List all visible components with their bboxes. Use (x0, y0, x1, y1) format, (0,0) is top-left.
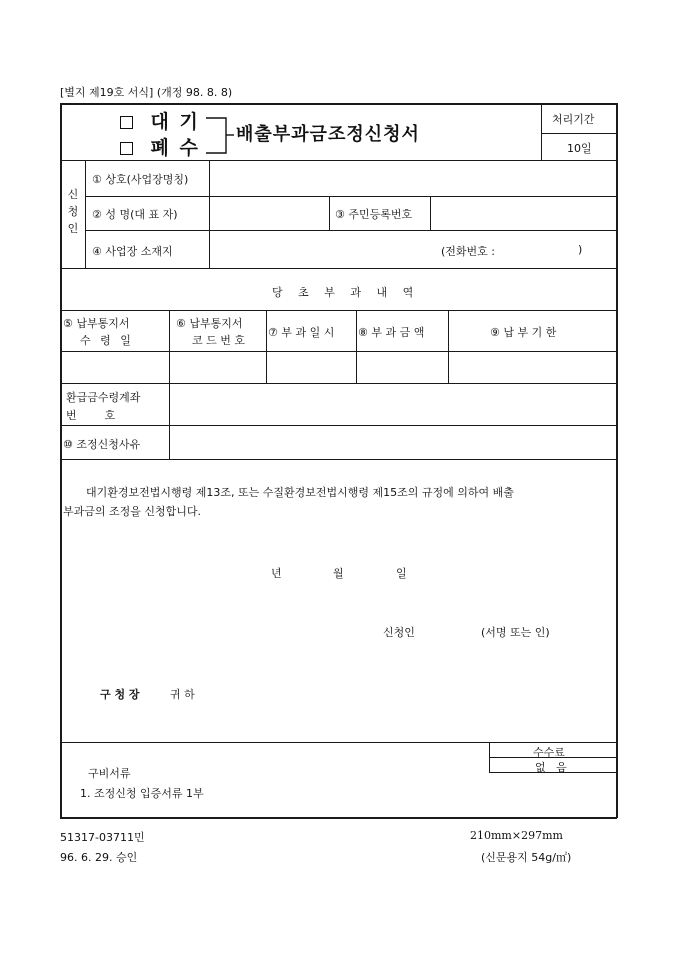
applicant-signature-label: 신청인 (383, 626, 415, 639)
adjustment-reason-label: ⑩ 조정신청사유 (63, 438, 141, 451)
declaration-line1: 대기환경보전법시행령 제13조, 또는 수질환경보전법시행령 제15조의 규정에 의하여 배출 (86, 486, 514, 499)
form-reference: [별지 제19호 서식] (개정 98. 8. 8) (60, 86, 233, 99)
fee-label: 수수료 (533, 746, 565, 759)
date-day-label: 일 (396, 567, 407, 580)
refund-account-label-line1: 환급금수령계좌 (66, 391, 141, 404)
col-notice-code-line2: 코 드 번 호 (192, 334, 245, 347)
business-address-label: ④ 사업장 소재지 (92, 245, 173, 258)
col-notice-code-line1: ⑥ 납부통지서 (176, 317, 243, 330)
col-charge-date: ⑦ 부 과 일 시 (268, 326, 335, 339)
representative-name-label: ② 성 명(대 표 자) (92, 208, 178, 221)
water-checkbox[interactable] (120, 142, 133, 155)
applicant-section-label: 신청인 (67, 188, 79, 235)
bracket-icon (204, 112, 236, 158)
processing-period-label: 처리기간 (552, 113, 595, 126)
approval-date: 96. 6. 29. 승인 (60, 851, 138, 864)
option-air[interactable]: 대 기 (120, 107, 200, 134)
required-documents-item: 1. 조정신청 입증서류 1부 (80, 787, 204, 800)
col-notice-received-line2: 수 령 일 (80, 334, 134, 347)
date-month-label: 월 (333, 567, 344, 580)
company-name-label: ① 상호(사업장명칭) (92, 173, 189, 186)
processing-period-value: 10일 (567, 142, 592, 155)
paper-size: 210mm×297mm (470, 829, 563, 842)
resident-number-label: ③ 주민등록번호 (335, 208, 413, 221)
col-due-date: ⑨ 납 부 기 한 (490, 326, 557, 339)
col-notice-received-line1: ⑤ 납부통지서 (63, 317, 130, 330)
charge-details-title: 당 초 부 과 내 역 (272, 286, 420, 299)
date-year-label: 년 (271, 567, 282, 580)
signature-note: (서명 또는 인) (481, 626, 550, 639)
phone-label: (전화번호 : (441, 245, 495, 258)
document-code: 51317-03711민 (60, 831, 145, 844)
refund-account-label-line2: 번 호 (66, 409, 116, 422)
phone-close: ) (578, 243, 583, 256)
form-title: 배출부과금조정신청서 (236, 124, 420, 145)
declaration-line2: 부과금의 조정을 신청합니다. (63, 505, 202, 518)
option-water[interactable]: 폐 수 (120, 133, 200, 160)
paper-type: (신문용지 54g/㎡) (481, 851, 572, 864)
addressee-honorific: 귀 하 (170, 688, 195, 701)
air-checkbox[interactable] (120, 116, 133, 129)
required-documents-label: 구비서류 (88, 767, 131, 780)
fee-value: 없 음 (535, 761, 567, 774)
col-charge-amount: ⑧ 부 과 금 액 (358, 326, 425, 339)
addressee: 구 청 장 (100, 688, 140, 701)
